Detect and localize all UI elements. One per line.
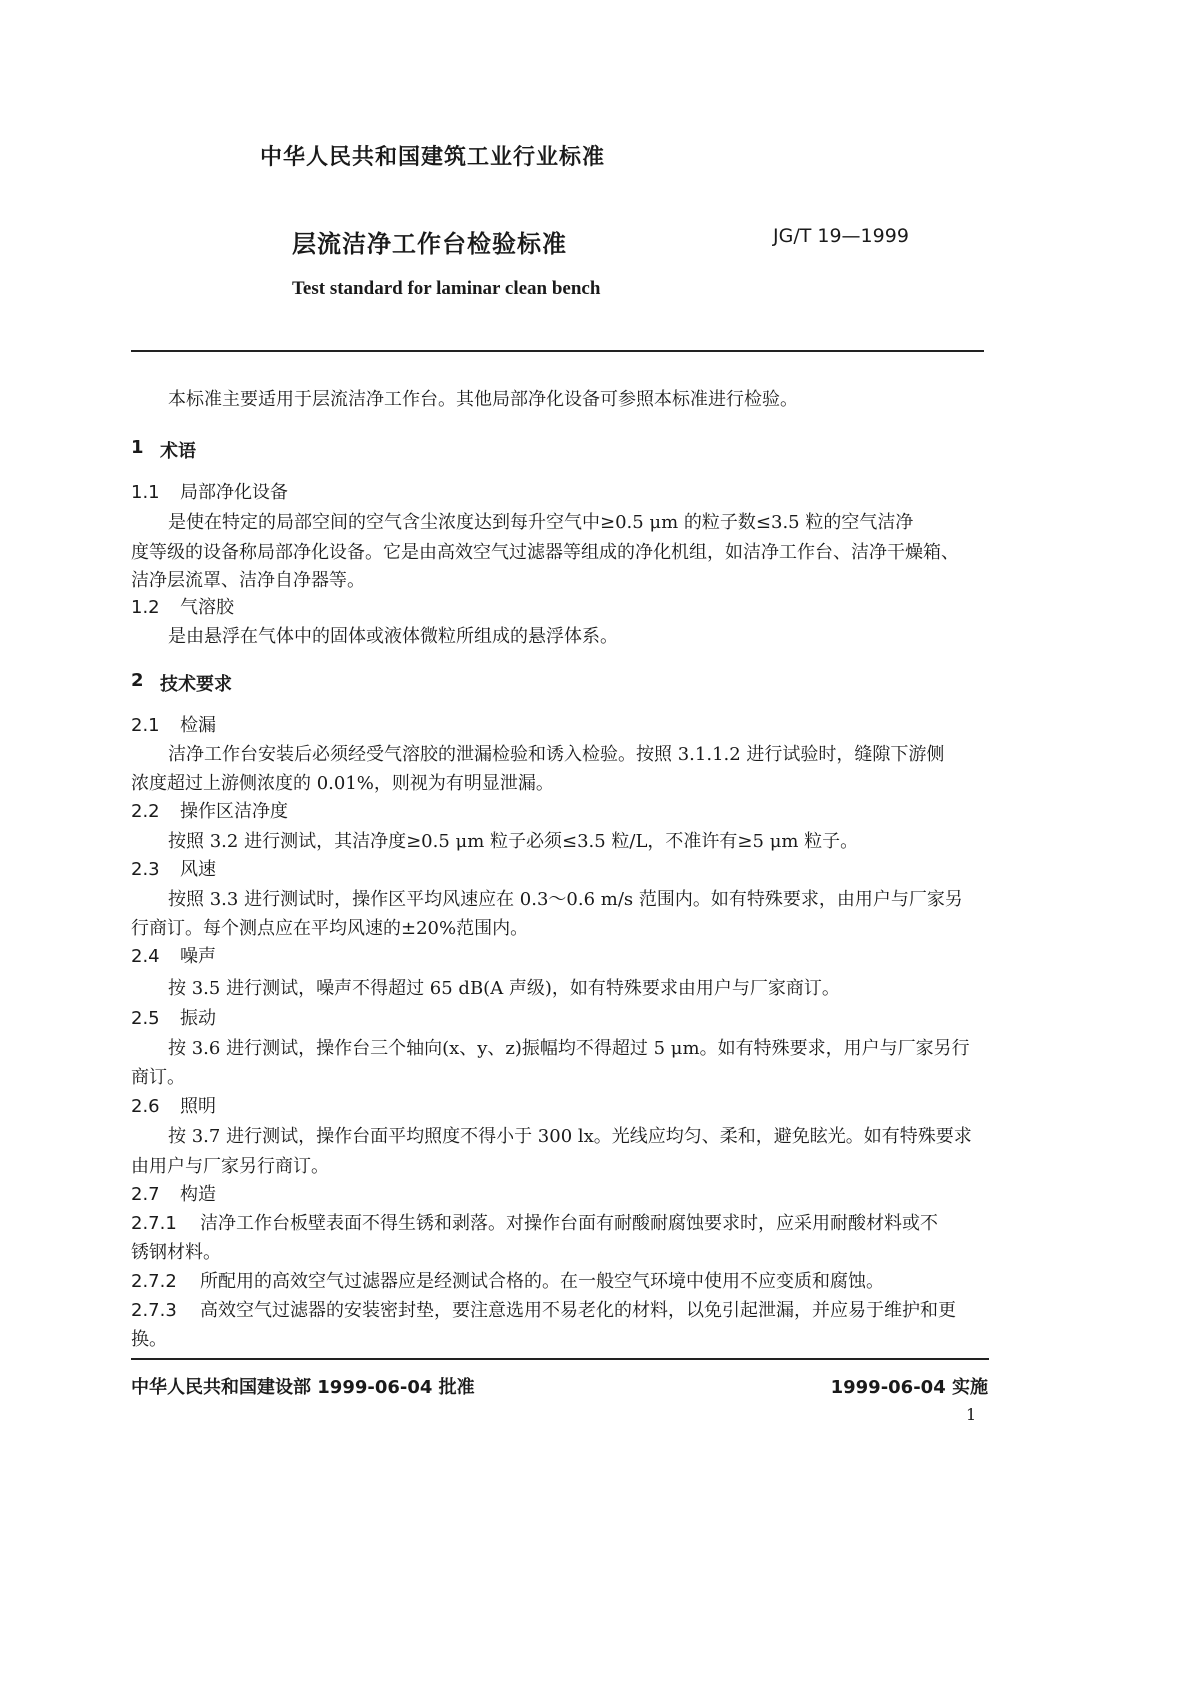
issuer-line: 中华人民共和国建筑工业行业标准 bbox=[260, 145, 606, 170]
clause-2-6-title: 照明 bbox=[180, 1096, 216, 1117]
clause-1-2-title: 气溶胶 bbox=[180, 597, 234, 618]
clause-2-7-2-number: 2.7.2 bbox=[131, 1271, 177, 1292]
clause-2-1-line-2: 浓度超过上游侧浓度的 0.01%，则视为有明显泄漏。 bbox=[131, 773, 554, 794]
clause-2-3-title: 风速 bbox=[180, 859, 216, 880]
section-2-number: 2 bbox=[131, 670, 144, 691]
clause-1-1-line-3: 洁净层流罩、洁净自净器等。 bbox=[131, 570, 365, 591]
clause-2-5-title: 振动 bbox=[180, 1008, 216, 1029]
clause-1-1-title: 局部净化设备 bbox=[180, 482, 288, 503]
clause-1-2-line-1: 是由悬浮在气体中的固体或液体微粒所组成的悬浮体系。 bbox=[168, 626, 618, 647]
clause-2-6-line-1: 按 3.7 进行测试，操作台面平均照度不得小于 300 lx。光线应均匀、柔和，避免眩光。如有特殊要求 bbox=[168, 1126, 972, 1147]
clause-2-7-1-number: 2.7.1 bbox=[131, 1213, 177, 1234]
clause-2-3-number: 2.3 bbox=[131, 859, 160, 880]
footer-rule bbox=[131, 1358, 989, 1360]
clause-2-1-line-1: 洁净工作台安装后必须经受气溶胶的泄漏检验和诱入检验。按照 3.1.1.2 进行试验时，缝隙下游侧 bbox=[168, 744, 945, 765]
document-title: 层流洁净工作台检验标准 bbox=[292, 230, 567, 258]
clause-2-4-line-1: 按 3.5 进行测试，噪声不得超过 65 dB(A 声级)，如有特殊要求由用户与厂家商订。 bbox=[168, 978, 840, 999]
clause-2-7-number: 2.7 bbox=[131, 1184, 160, 1205]
standard-code: JG/T 19—1999 bbox=[773, 225, 909, 247]
intro-paragraph: 本标准主要适用于层流洁净工作台。其他局部净化设备可参照本标准进行检验。 bbox=[168, 389, 798, 410]
section-2-title: 技术要求 bbox=[160, 674, 232, 695]
page-number: 1 bbox=[966, 1405, 977, 1424]
clause-2-5-number: 2.5 bbox=[131, 1008, 160, 1029]
effective-date: 1999-06-04 实施 bbox=[830, 1377, 988, 1398]
clause-2-7-title: 构造 bbox=[180, 1184, 216, 1205]
clause-1-1-line-2: 度等级的设备称局部净化设备。它是由高效空气过滤器等组成的净化机组，如洁净工作台、洁净干燥箱、 bbox=[131, 542, 959, 563]
clause-2-5-line-1: 按 3.6 进行测试，操作台三个轴向(x、y、z)振幅均不得超过 5 μm。如有特殊要求，用户与厂家另行 bbox=[168, 1038, 970, 1059]
clause-1-1-number: 1.1 bbox=[131, 482, 160, 503]
clause-2-4-title: 噪声 bbox=[180, 946, 216, 967]
clause-2-7-3-line-2: 换。 bbox=[131, 1329, 167, 1350]
clause-2-3-line-1: 按照 3.3 进行测试时，操作区平均风速应在 0.3～0.6 m/s 范围内。如有特殊要求，由用户与厂家另 bbox=[168, 889, 963, 910]
clause-2-2-number: 2.2 bbox=[131, 801, 160, 822]
clause-2-6-line-2: 由用户与厂家另行商订。 bbox=[131, 1156, 329, 1177]
clause-1-1-line-1: 是使在特定的局部空间的空气含尘浓度达到每升空气中≥0.5 μm 的粒子数≤3.5 粒的空气洁净 bbox=[168, 512, 914, 533]
clause-2-2-title: 操作区洁净度 bbox=[180, 801, 288, 822]
english-subtitle: Test standard for laminar clean bench bbox=[292, 278, 601, 299]
clause-2-1-number: 2.1 bbox=[131, 715, 160, 736]
clause-2-1-title: 检漏 bbox=[180, 715, 216, 736]
clause-2-7-3-line-1: 高效空气过滤器的安装密封垫，要注意选用不易老化的材料，以免引起泄漏，并应易于维护和更 bbox=[200, 1300, 956, 1321]
clause-2-7-1-line-1: 洁净工作台板壁表面不得生锈和剥落。对操作台面有耐酸耐腐蚀要求时，应采用耐酸材料或不 bbox=[200, 1213, 938, 1234]
clause-2-4-number: 2.4 bbox=[131, 946, 160, 967]
header-rule bbox=[131, 350, 984, 352]
section-1-title: 术语 bbox=[160, 441, 196, 462]
section-1-number: 1 bbox=[131, 437, 144, 458]
clause-2-7-1-line-2: 锈钢材料。 bbox=[131, 1242, 221, 1263]
clause-2-5-line-2: 商订。 bbox=[131, 1067, 185, 1088]
approval-line: 中华人民共和国建设部 1999-06-04 批准 bbox=[131, 1377, 475, 1398]
clause-1-2-number: 1.2 bbox=[131, 597, 160, 618]
clause-2-3-line-2: 行商订。每个测点应在平均风速的±20%范围内。 bbox=[131, 918, 529, 939]
clause-2-2-line-1: 按照 3.2 进行测试，其洁净度≥0.5 μm 粒子必须≤3.5 粒/L，不准许有≥5 μm 粒子。 bbox=[168, 831, 859, 852]
clause-2-7-2-line-1: 所配用的高效空气过滤器应是经测试合格的。在一般空气环境中使用不应变质和腐蚀。 bbox=[200, 1271, 884, 1292]
clause-2-7-3-number: 2.7.3 bbox=[131, 1300, 177, 1321]
clause-2-6-number: 2.6 bbox=[131, 1096, 160, 1117]
